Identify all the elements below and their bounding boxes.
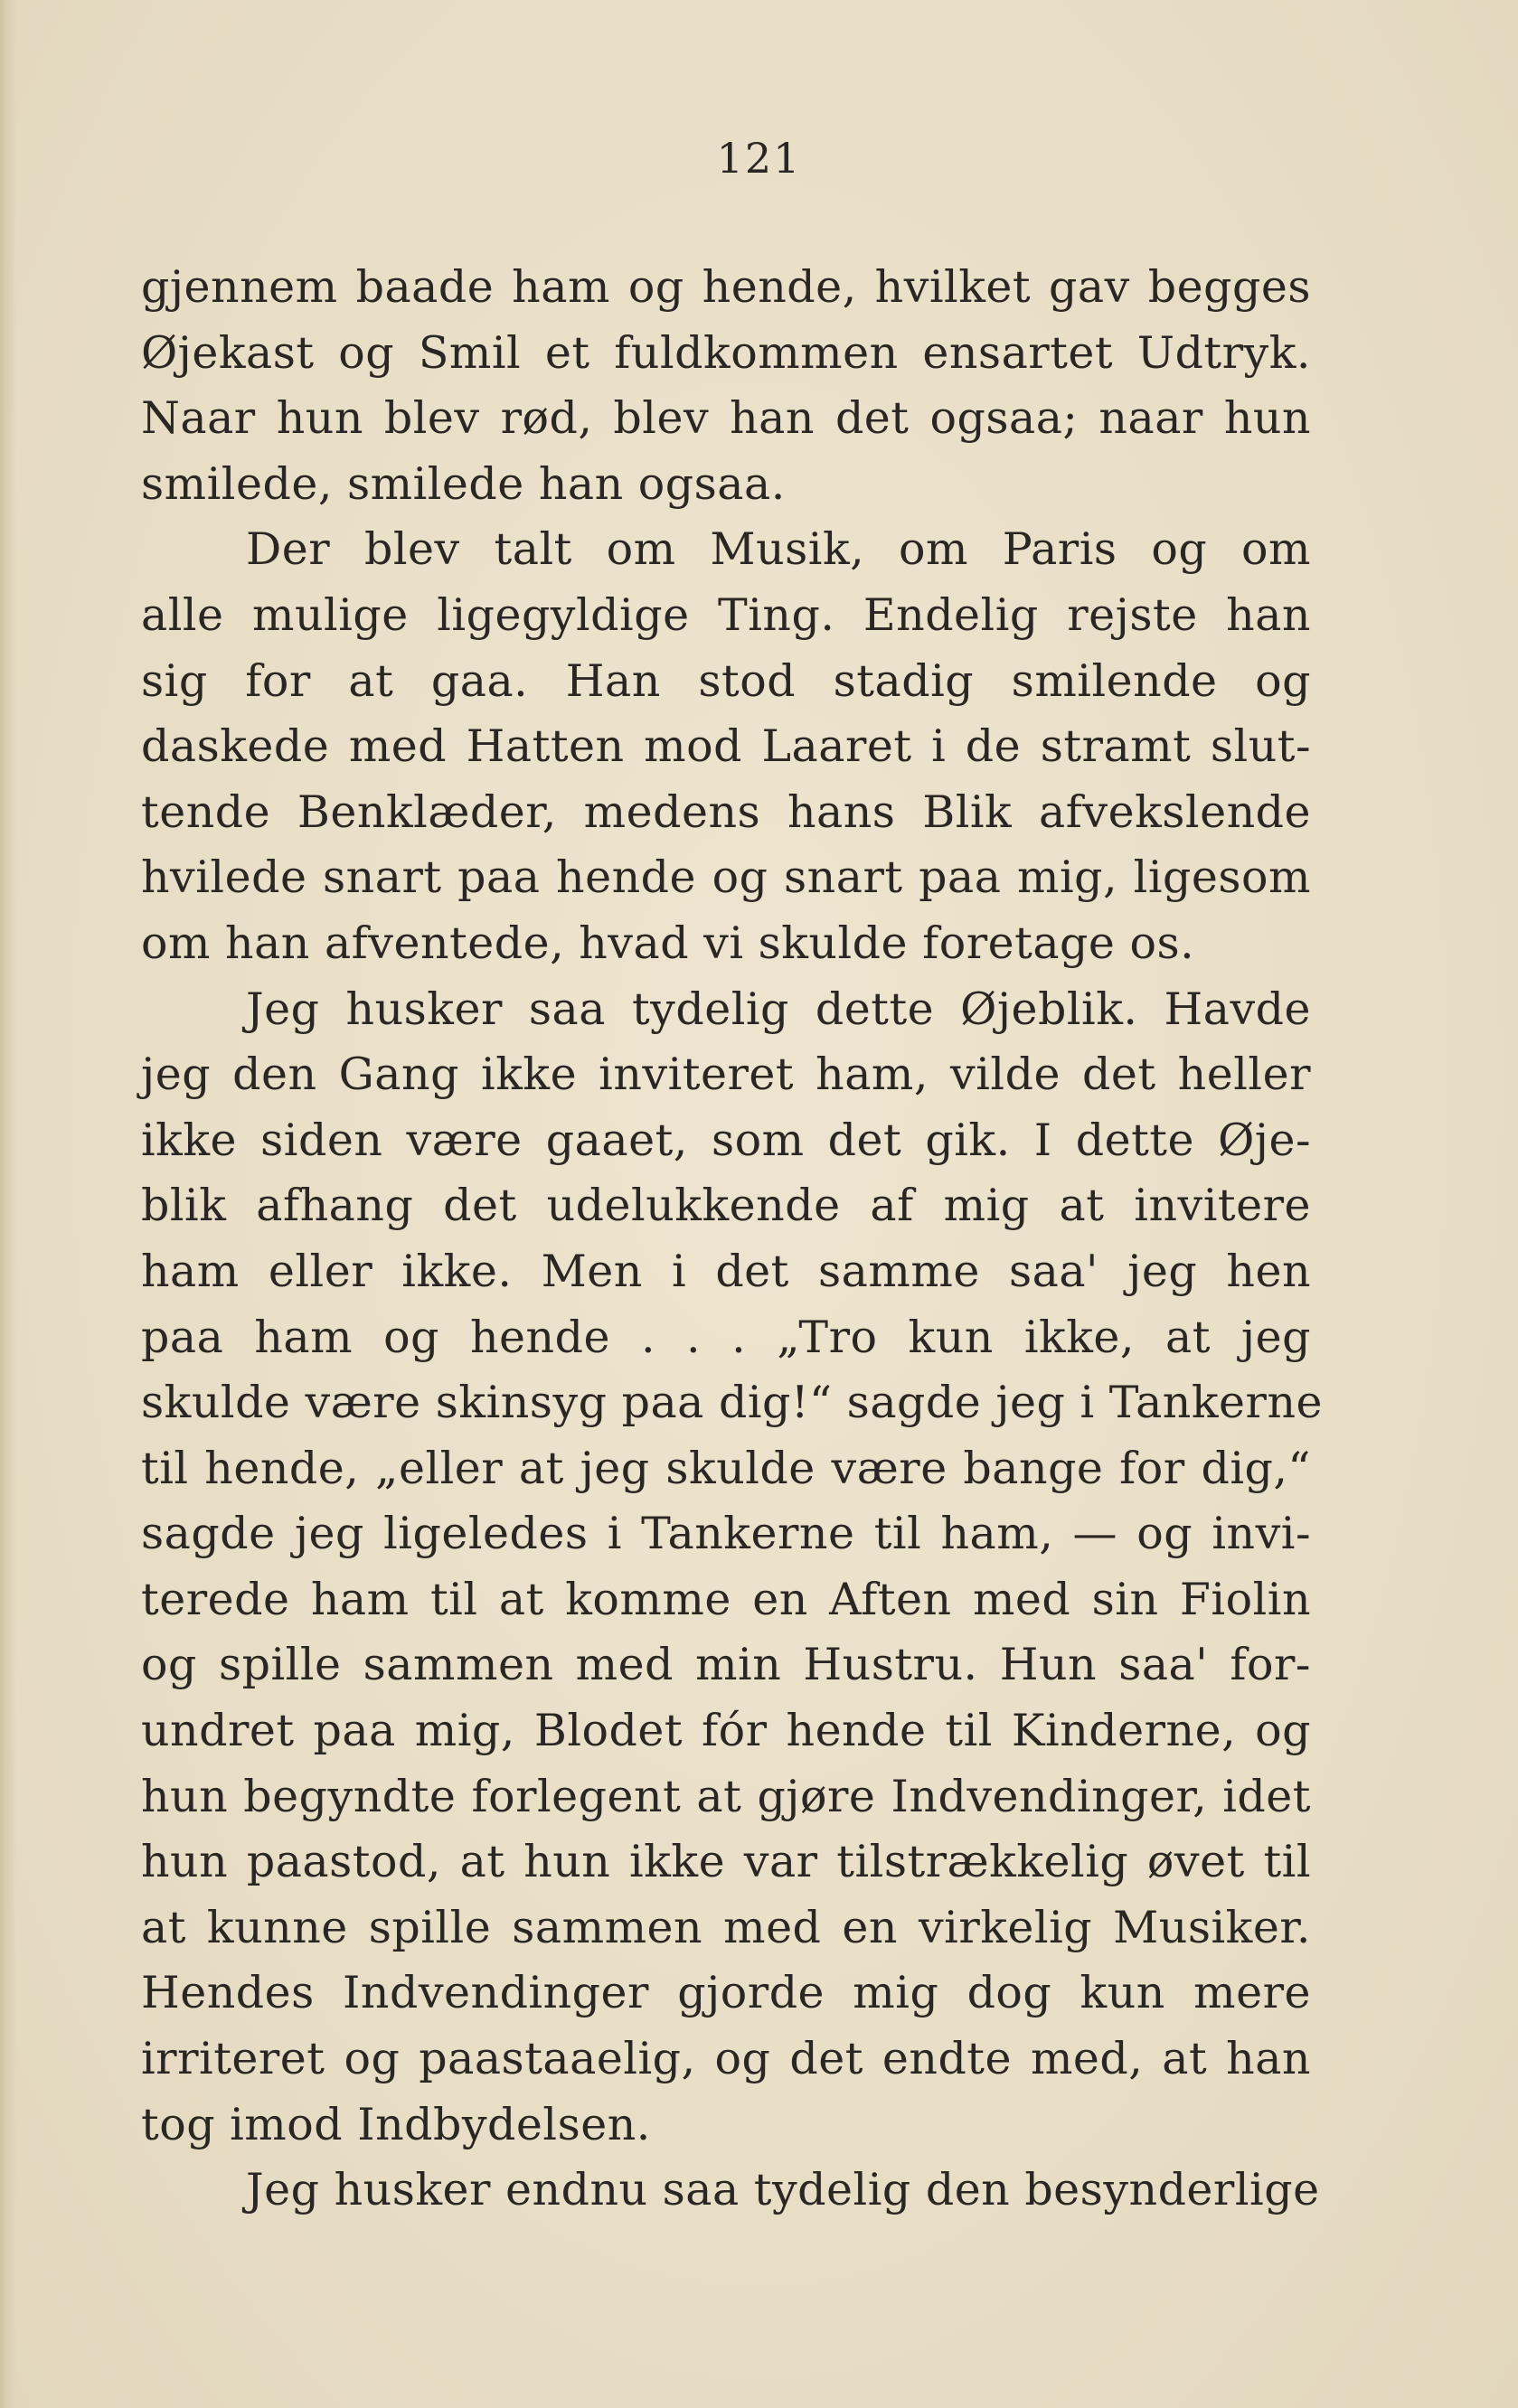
text-line: ikke siden være gaaet, som det gik. I dette Øje- <box>141 1114 1311 1166</box>
text-line: hvilede snart paa hende og snart paa mig, ligesom <box>141 851 1311 904</box>
text-line: irriteret og paastaaelig, og det endte med, at han <box>141 2033 1311 2085</box>
text-line: undret paa mig, Blodet fór hende til Kinderne, og <box>141 1705 1311 1757</box>
text-line: skulde være skinsyg paa dig!“ sagde jeg i Tankerne <box>141 1377 1324 1429</box>
text-line: terede ham til at komme en Aften med sin Fiolin <box>141 1573 1311 1625</box>
text-line: alle mulige ligegyldige Ting. Endelig rejste han <box>141 588 1311 641</box>
text-line: sagde jeg ligeledes i Tankerne til ham, — og invi- <box>141 1508 1311 1560</box>
text-line: Hendes Indvendinger gjorde mig dog kun mere <box>141 1967 1311 2019</box>
text-line: blik afhang det udelukkende af mig at invitere <box>141 1180 1311 1232</box>
text-line: daskede med Hatten mod Laaret i de stramt slut- <box>141 720 1311 773</box>
page-binding-edge <box>0 0 16 2408</box>
text-line: til hende, „eller at jeg skulde være bange for dig,“ <box>141 1442 1311 1494</box>
text-line: Jeg husker endnu saa tydelig den besynderlige <box>246 2164 1320 2216</box>
text-line: Der blev talt om Musik, om Paris og om <box>246 523 1311 576</box>
text-line: tog imod Indbydelsen. <box>141 2098 651 2150</box>
text-line: Øjekast og Smil et fuldkommen ensartet Udtryk. <box>141 326 1311 379</box>
page-number: 121 <box>716 134 802 183</box>
body-text <box>141 255 1324 2224</box>
text-line: jeg den Gang ikke inviteret ham, vilde det heller <box>141 1049 1311 1101</box>
text-line: gjennem baade ham og hende, hvilket gav begges <box>141 261 1311 313</box>
text-line: hun begyndte forlegent at gjøre Indvendinger, idet <box>141 1770 1311 1822</box>
text-line: paa ham og hende . . . „Tro kun ikke, at jeg <box>141 1311 1311 1363</box>
text-line: om han afventede, hvad vi skulde foretage os. <box>141 917 1195 969</box>
text-line: at kunne spille sammen med en virkelig Musiker. <box>141 1901 1311 1953</box>
text-line: og spille sammen med min Hustru. Hun saa' for- <box>141 1639 1311 1691</box>
text-line: hun paastod, at hun ikke var tilstrækkelig øvet til <box>141 1836 1311 1888</box>
text-line: smilede, smilede han ogsaa. <box>141 457 786 510</box>
text-line: tende Benklæder, medens hans Blik afvekslende <box>141 785 1311 838</box>
text-line: Naar hun blev rød, blev han det ogsaa; naar hun <box>141 392 1311 445</box>
text-line: Jeg husker saa tydelig dette Øjeblik. Havde <box>246 983 1311 1035</box>
text-line: sig for at gaa. Han stod stadig smilende og <box>141 654 1311 707</box>
text-line: ham eller ikke. Men i det samme saa' jeg hen <box>141 1245 1311 1297</box>
